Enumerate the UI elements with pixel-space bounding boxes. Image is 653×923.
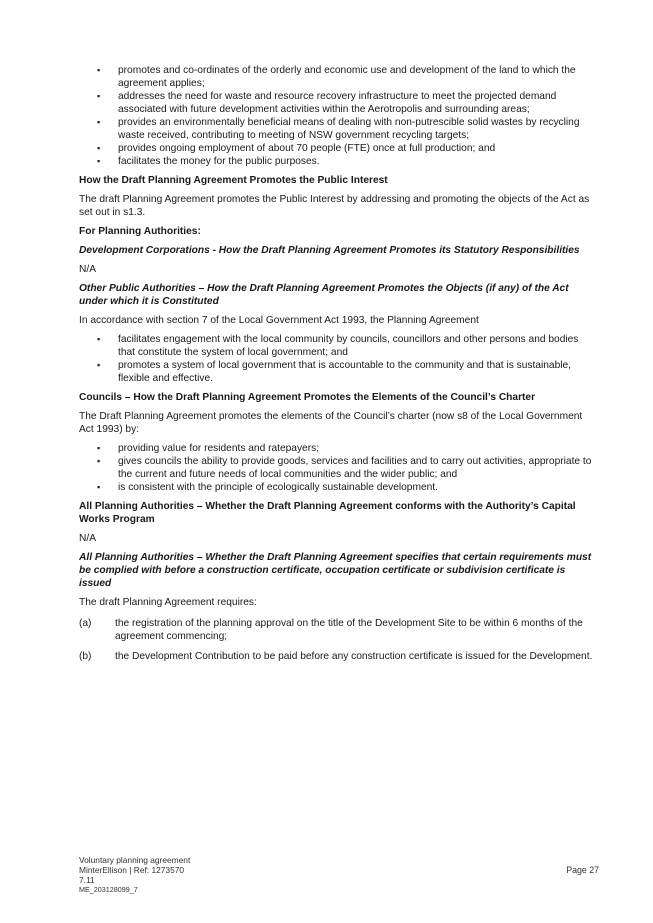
list-item: ▪ providing value for residents and ratepayers;	[79, 442, 594, 455]
list-item: ▪ promotes and co-ordinates of the orderly and economic use and development of the land to which the agreement applies;	[79, 64, 594, 90]
other-authorities-bullet-list	[79, 333, 594, 385]
intro-bullet-list	[79, 64, 594, 168]
list-item: ▪ is consistent with the principle of ecologically sustainable development.	[79, 481, 594, 494]
planning-authorities-heading: For Planning Authorities:	[79, 226, 201, 237]
page-footer	[79, 855, 599, 894]
list-item: ▪ addresses the need for waste and resource recovery infrastructure to meet the projected demand associated with future development activities within the Aerotropolis and surrounding areas;	[79, 90, 594, 116]
dev-corps-text: N/A	[79, 264, 96, 275]
footer-doc-title: Voluntary planning agreement	[79, 855, 191, 865]
list-item	[79, 617, 594, 643]
list-item	[79, 650, 594, 663]
public-interest-heading: How the Draft Planning Agreement Promotes the Public Interest	[79, 175, 388, 186]
other-authorities-text: In accordance with section 7 of the Local Government Act 1993, the Planning Agreement	[79, 315, 479, 326]
capital-works-text: N/A	[79, 533, 96, 544]
list-item: ▪ facilitates the money for the public purposes.	[79, 155, 594, 168]
item-text: the registration of the planning approval on the title of the Development Site to be within 6 months of the agreement commencing;	[115, 618, 583, 642]
list-item: ▪ facilitates engagement with the local community by councils, councillors and other persons and bodies that constitute the system of local government; and	[79, 333, 594, 359]
list-item: ▪ provides an environmentally beneficial means of dealing with non-putrescible solid wastes by recycling waste received, contributing to meeting of NSW government recycling targets;	[79, 116, 594, 142]
list-item: ▪ provides ongoing employment of about 70 people (FTE) once at full production; and	[79, 142, 594, 155]
dev-corps-heading: Development Corporations - How the Draft Planning Agreement Promotes its Statutory Responsibilities	[79, 245, 580, 256]
requirements-heading: All Planning Authorities – Whether the Draft Planning Agreement specifies that certain requirements must be complied with before a construction certificate, occupation certificate or subdivision certificate is issued	[79, 552, 592, 589]
public-interest-text: The draft Planning Agreement promotes the Public Interest by addressing and promoting the objects of the Act as set out in s1.3.	[79, 194, 590, 218]
page-number: Page 27	[566, 865, 599, 875]
requirements-text: The draft Planning Agreement requires:	[79, 597, 257, 608]
footer-ref: MinterEllison | Ref: 1273570	[79, 865, 185, 875]
item-text: the Development Contribution to be paid before any construction certificate is issued for the Development.	[115, 651, 593, 662]
other-authorities-heading: Other Public Authorities – How the Draft Planning Agreement Promotes the Objects (if any) of the Act under which it is Constituted	[79, 283, 569, 307]
list-item: ▪ promotes a system of local government that is accountable to the community and that is sustainable, flexible and effective.	[79, 359, 594, 385]
councils-bullet-list	[79, 442, 594, 494]
item-label: (a)	[79, 618, 92, 629]
councils-heading: Councils – How the Draft Planning Agreement Promotes the Elements of the Council’s Charter	[79, 392, 536, 403]
requirements-list	[79, 617, 594, 663]
document-body	[79, 64, 594, 663]
item-label: (b)	[79, 651, 92, 662]
footer-doc-id: ME_203128099_7	[79, 885, 138, 894]
capital-works-heading: All Planning Authorities – Whether the Draft Planning Agreement conforms with the Authority’s Capital Works Program	[79, 501, 576, 525]
footer-version: 7.11	[79, 875, 95, 885]
list-item: ▪ gives councils the ability to provide goods, services and facilities and to carry out activities, appropriate to the current and future needs of local communities and the wider public; and	[79, 455, 594, 481]
councils-text: The Draft Planning Agreement promotes the elements of the Council’s charter (now s8 of the Local Government Act 1993) by:	[79, 411, 583, 435]
